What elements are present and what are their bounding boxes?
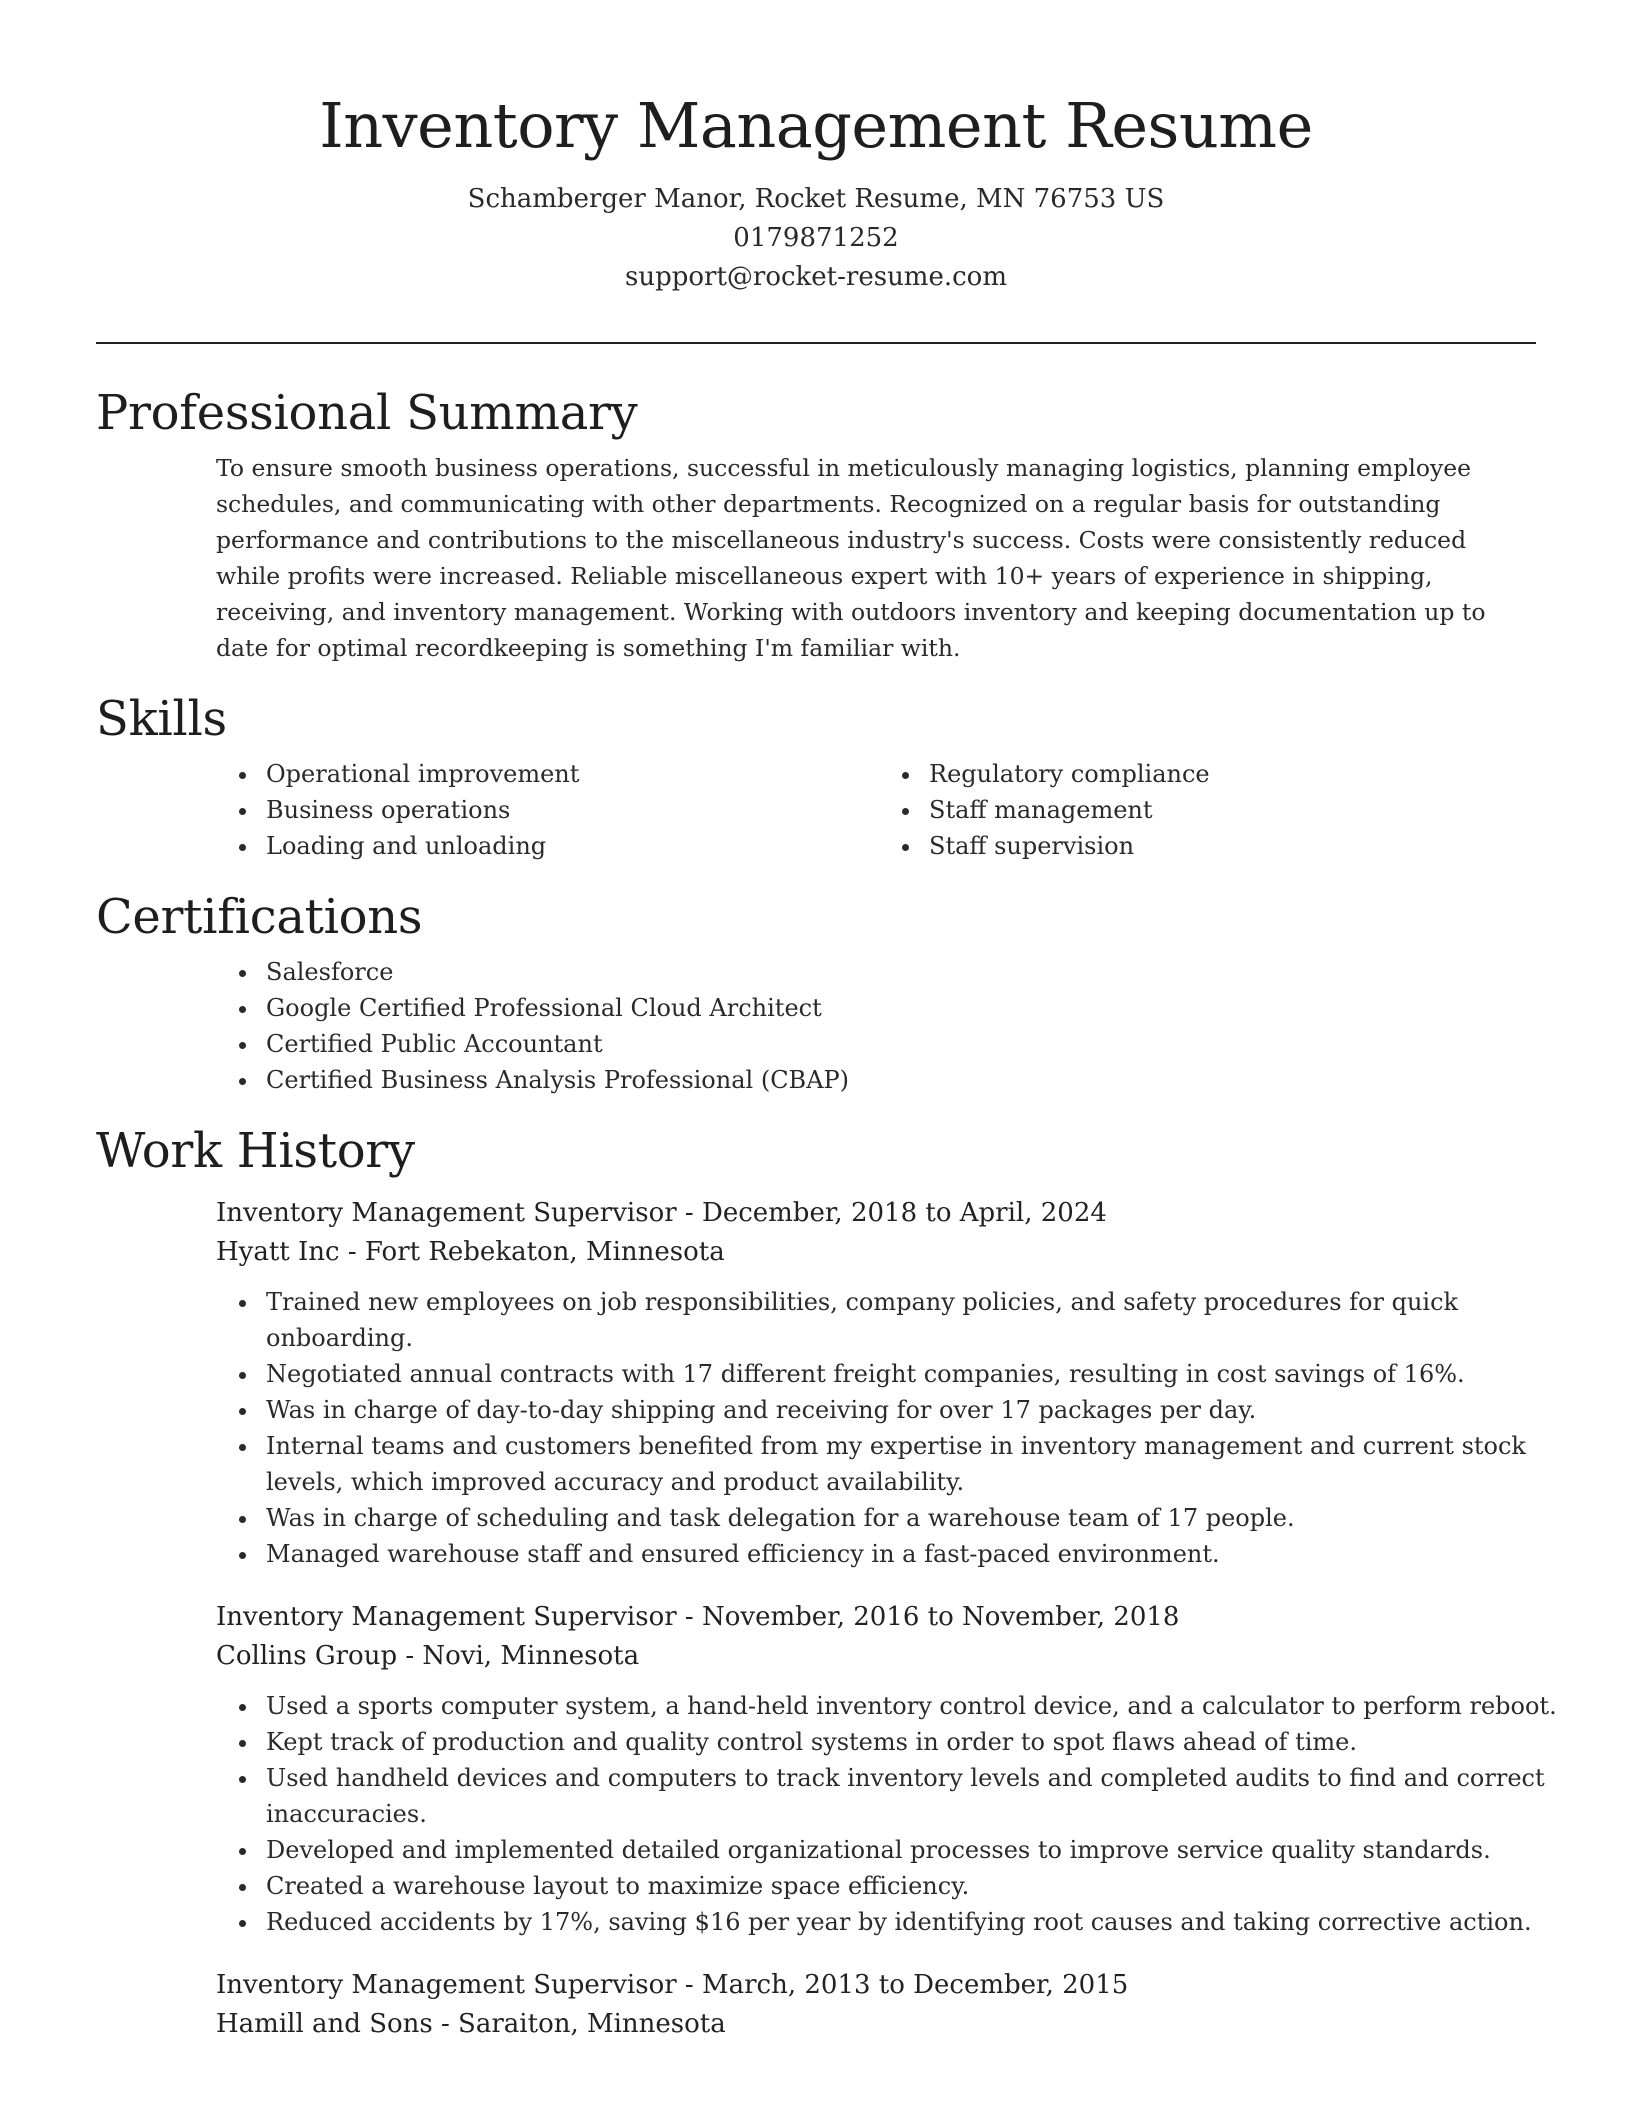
- resume-content: [96, 380, 1557, 2064]
- job-entry: [96, 1598, 1557, 1940]
- skills-grid: [96, 756, 1536, 864]
- work-heading: Work History: [96, 1123, 415, 1179]
- job-bullet: • Created a warehouse layout to maximize space efficiency.: [260, 1868, 1580, 1904]
- job-bullet: • Kept track of production and quality control systems in order to spot flaws ahead of time.: [260, 1724, 1580, 1760]
- job-entry: [96, 1966, 1536, 2044]
- job-title-line: Inventory Management Supervisor - December, 2018 to April, 2024: [216, 1198, 1107, 1228]
- certification-item: • Salesforce: [260, 954, 1536, 990]
- job-bullet: • Developed and implemented detailed organizational processes to improve service quality standards.: [260, 1832, 1580, 1868]
- contact-address: Schamberger Manor, Rocket Resume, MN 76753 US: [467, 184, 1165, 214]
- job-title-line: Inventory Management Supervisor - November, 2016 to November, 2018: [216, 1602, 1180, 1632]
- contact-phone: 0179871252: [733, 223, 899, 253]
- job-bullet: • Internal teams and customers benefited from my expertise in inventory management and current stock levels, which improved accuracy and product availability.: [260, 1428, 1580, 1500]
- job-bullet: • Used handheld devices and computers to track inventory levels and completed audits to find and correct inaccuracies.: [260, 1760, 1580, 1832]
- job-company-line: Collins Group - Novi, Minnesota: [216, 1641, 640, 1671]
- work-section: [96, 1118, 1557, 2044]
- job-entry: [96, 1194, 1536, 1572]
- certifications-heading: Certifications: [96, 889, 423, 945]
- skills-column-2: [873, 756, 1536, 864]
- job-bullets: [96, 1284, 1580, 1572]
- certification-item: • Certified Public Accountant: [260, 1026, 1536, 1062]
- job-bullet: • Negotiated annual contracts with 17 different freight companies, resulting in cost savings of 16%.: [260, 1356, 1580, 1392]
- certification-item: • Google Certified Professional Cloud Architect: [260, 990, 1536, 1026]
- job-bullets: [96, 1688, 1580, 1940]
- certifications-section: [96, 884, 1536, 1098]
- job-bullet: • Managed warehouse staff and ensured efficiency in a fast-paced environment.: [260, 1536, 1580, 1572]
- skills-column-1: [96, 756, 873, 864]
- contact-email: support@rocket-resume.com: [624, 262, 1007, 292]
- summary-text: To ensure smooth business operations, successful in meticulously managing logistics, planning employee schedules, and communicating with other departments. Recognized on a regular basis for outstanding performance and contributions to the miscellaneous industry's success. Costs were consistently reduced while profits were increased. Reliable miscellaneous expert with 10+ years of experience in shipping, receiving, and inventory management. Working with outdoors inventory and keeping documentation up to date for optimal recordkeeping is something I'm familiar with.: [216, 454, 1486, 662]
- job-bullet: • Was in charge of day-to-day shipping and receiving for over 17 packages per day.: [260, 1392, 1580, 1428]
- job-company-line: Hamill and Sons - Saraiton, Minnesota: [216, 2009, 726, 2039]
- skill-item: • Loading and unloading: [260, 828, 873, 864]
- job-company-line: Hyatt Inc - Fort Rebekaton, Minnesota: [216, 1237, 725, 1267]
- certifications-list: [96, 954, 1536, 1098]
- summary-section: [96, 380, 1536, 666]
- skill-item: • Staff supervision: [923, 828, 1536, 864]
- resume-header: [0, 0, 1632, 297]
- job-bullet: • Reduced accidents by 17%, saving $16 per year by identifying root causes and taking corrective action.: [260, 1904, 1580, 1940]
- job-bullet: • Was in charge of scheduling and task delegation for a warehouse team of 17 people.: [260, 1500, 1580, 1536]
- skill-item: • Operational improvement: [260, 756, 873, 792]
- contact-block: [0, 180, 1632, 297]
- skills-heading: Skills: [96, 691, 227, 747]
- skill-item: • Staff management: [923, 792, 1536, 828]
- job-bullet: • Used a sports computer system, a hand-held inventory control device, and a calculator to perform reboot.: [260, 1688, 1580, 1724]
- summary-heading: Professional Summary: [96, 385, 638, 441]
- skills-section: [96, 686, 1536, 864]
- header-divider: [96, 342, 1536, 344]
- skill-item: • Business operations: [260, 792, 873, 828]
- skill-item: • Regulatory compliance: [923, 756, 1536, 792]
- resume-title: Inventory Management Resume: [319, 89, 1313, 162]
- job-bullet: • Trained new employees on job responsibilities, company policies, and safety procedures for quick onboarding.: [260, 1284, 1580, 1356]
- job-title-line: Inventory Management Supervisor - March, 2013 to December, 2015: [216, 1970, 1129, 2000]
- certification-item: • Certified Business Analysis Professional (CBAP): [260, 1062, 1536, 1098]
